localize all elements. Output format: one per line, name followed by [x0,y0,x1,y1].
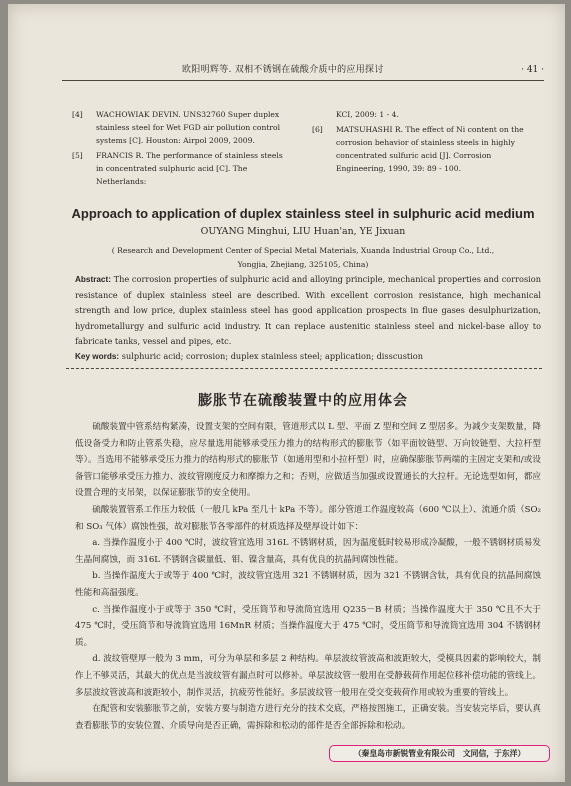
body-paragraph: 硫酸装置管系工作压力较低（一般几 kPa 至几十 kPa 不等）。部分管道工作温度较高（600 ℃以上）、流通介质（SO₂ 和 SO₃ 气体）腐蚀性强，故对膨胀节各零部件的材质选择及壁厚设计如下： [75,504,541,532]
abstract-label: Abstract: [75,275,111,284]
body-paragraph: b. 当操作温度大于或等于 400 ℃时，波纹管宜选用 321 不锈钢材质，因为 321 不锈钢含钛，具有优良的抗晶间腐蚀性能和高温强度。 [75,571,541,598]
english-authors: OUYANG Minghui, LIU Huan'an, YE Jixuan [200,226,406,237]
reference-number: [4] [72,110,83,119]
keywords-label: Key words: [75,352,120,361]
reference-number: [6] [312,125,323,134]
reference-item [72,149,292,188]
abstract-text: The corrosion properties of sulphuric acid and alloying principle, mechanical properties and corrosion resistance of duplex stainless steel are described. With excellent corrosion resistance, high mechanical strength and low price, duplex stainless steel has good application prospects in flue gases desulphurization, hydrometallurgy and sulfuric acid industry. It can replace austenitic stainless steel and nickel-base alloy to fabricate tanks, vessel and pipes, etc. [75,274,541,346]
reference-text: WACHOWIAK DEVIN. UNS32760 Super duplex stainless steel for Wet FGD air pollution control systems [C]. Houston: Airpol 2009, 2009. [96,110,281,145]
reference-text: MATSUHASHI R. The effect of Ni content on the corrosion behavior of stainless steels in highly concentrated sulfuric acid [J]. Corrosion Engineering, 1990, 39: 89 - 100. [336,125,524,173]
author-credit-box: （秦皇岛市新锐管业有限公司 文同信，于东洋） [329,745,550,762]
affiliation-line-1: ( Research and Development Center of Special Metal Materials, Xuanda Industrial Group Co., Ltd., [111,246,495,255]
header-rule [62,80,544,81]
references-column-left [72,108,292,190]
chinese-article-body [75,419,541,734]
reference-item [312,123,538,175]
body-paragraph: c. 当操作温度小于或等于 350 ℃时，受压筒节和导流筒宜选用 Q235－B 材质；当操作温度大于 350 ℃且不大于 475 ℃时，受压筒节和导流筒宜选用 16MnR 材质；当操作温度大于 475 ℃时，受压筒节和导流筒宜选用 304 不锈钢材质。 [75,604,541,648]
english-abstract [75,272,541,350]
body-paragraph: a. 当操作温度小于 400 ℃时，波纹管宜选用 316L 不锈钢材质，因为温度低时较易形成冷凝酸，一般不锈钢材质易发生晶间腐蚀，而 316L 不锈钢含碳量低、钼、镍含量高，具有优良的抗晶间腐蚀性能。 [75,538,541,565]
journal-page [8,4,565,782]
body-paragraph: 在配管和安装膨胀节之前，安装方要与制造方进行充分的技术交底，严格按图施工，正确安装。当安装完毕后，要认真查看膨胀节的安装位置、介质导向是否正确，需拆除和松动的部件是否全部拆除和松动。 [75,704,541,731]
running-header [62,62,544,78]
body-paragraph: d. 波纹管壁厚一般为 3 mm，可分为单层和多层 2 种结构。单层波纹管波高和波距较大，受模具因素的影响较大，制作上不够灵活，其最大的优点是当波纹管有漏点时可以修补。单层波纹管一般用在受静载荷作用起位移补偿功能的管线上。多层波纹管波高和波距较小，制作灵活，抗疲劳性能好。多层波纹管一般用在受交变载荷作用或较为重要的管线上。 [75,654,541,698]
english-title: Approach to application of duplex stainless steel in sulphuric acid medium [71,206,535,221]
reference-text: KCI, 2009: 1 - 4. [336,110,399,119]
keywords-text: sulphuric acid; corrosion; duplex stainless steel; application; disscustion [121,351,424,361]
page-number: · 41 · [521,65,544,75]
reference-text: FRANCIS R. The performance of stainless steels in concentrated sulphuric acid [C]. The Netherlands: [96,151,283,186]
affiliation-line-2: Yongjia, Zhejiang, 325105, China) [237,260,369,269]
english-keywords [75,349,541,364]
reference-item [312,108,538,121]
body-paragraph: 硫酸装置中管系结构紧凑，设置支架的空间有限，管道形式以 L 型、平面 Z 型和空间 Z 型居多。为减少支架数量，降低设备受力和防止管系失稳，应尽量选用能够承受压力推力的结构形式的膨胀节（如平面铰链型、万向铰链型、大拉杆型等）。当选用不能够承受压力推力的结构形式的膨胀节（如通用型和小拉杆型）时，应确保膨胀节两端的主固定支架和/或设备管口能够承受压力推力、波纹管刚度反力和摩擦力之和；否则，应做适当加强或设置通长的大拉杆。无论选型如何，都应设置合理的支吊架，以保证膨胀节的安全使用。 [75,422,541,499]
chinese-article-title: 膨胀节在硫酸装置中的应用体会 [198,393,408,409]
english-affiliation [62,244,544,272]
section-divider [66,368,542,369]
running-title: 欧阳明辉等. 双相不锈钢在硫酸介质中的应用探讨 [182,65,384,75]
references-column-right [312,108,538,177]
reference-number: [5] [72,151,83,160]
reference-item [72,108,292,147]
